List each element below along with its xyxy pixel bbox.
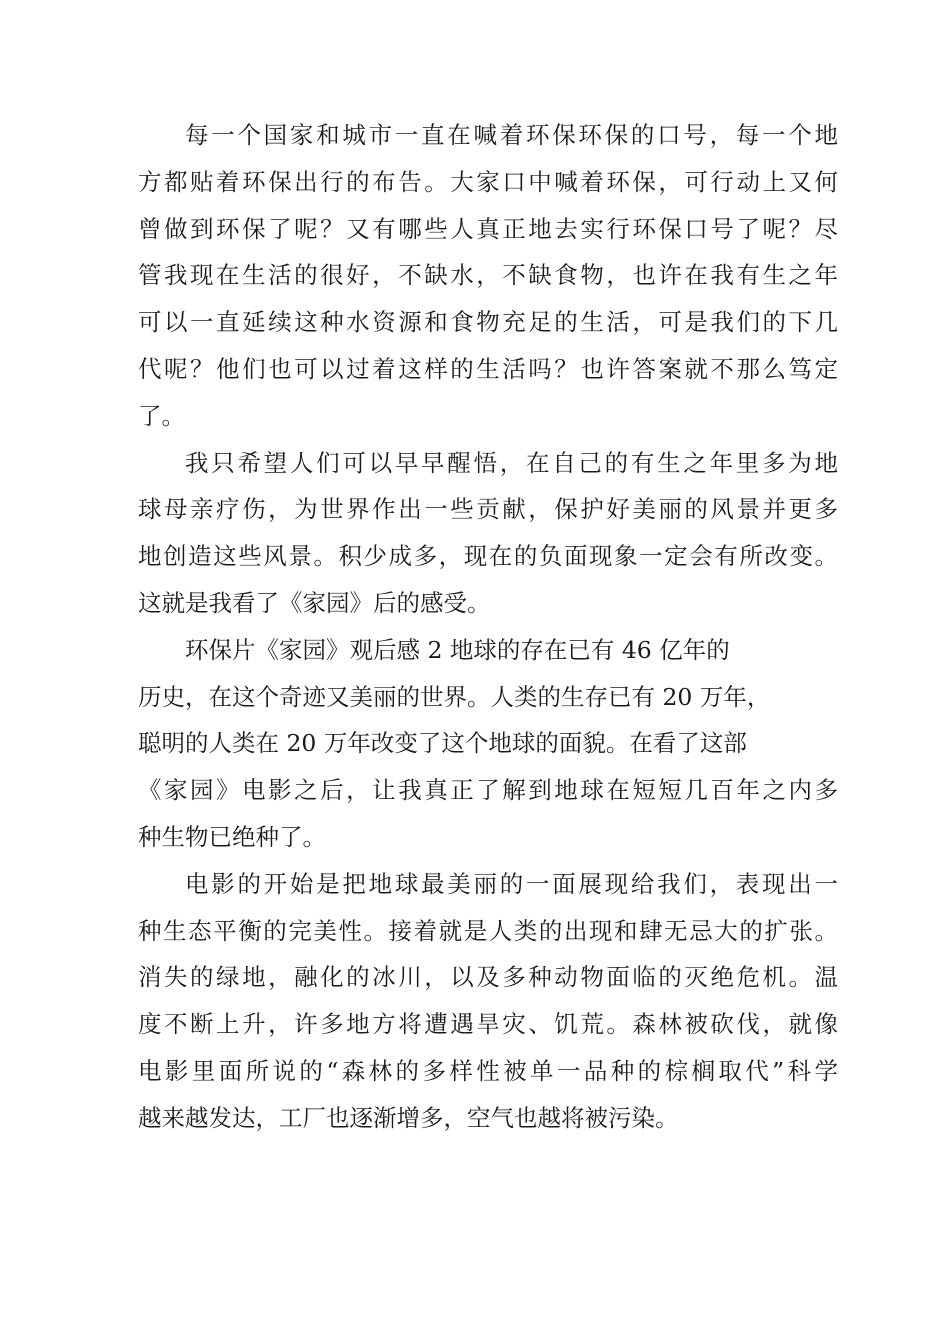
text-line: 地创造这些风景。积少成多，现在的负面现象一定会有所改变。	[138, 542, 838, 571]
text-line: 越来越发达，工厂也逐渐增多，空气也越将被污染。	[138, 1103, 679, 1132]
text-line: 聪明的人类在 20 万年改变了这个地球的面貌。在看了这部	[138, 729, 747, 758]
document-body	[138, 112, 838, 1142]
text-line: 环保片《家园》观后感 2 地球的存在已有 46 亿年的	[185, 635, 730, 664]
text-line: 种生物已绝种了。	[138, 822, 326, 851]
text-line: 了。	[138, 401, 185, 430]
text-line: 代呢？他们也可以过着这样的生活吗？也许答案就不那么笃定	[138, 354, 838, 383]
text-line: 种生态平衡的完美性。接着就是人类的出现和肆无忌大的扩张。	[138, 916, 838, 945]
text-line: 球母亲疗伤，为世界作出一些贡献，保护好美丽的风景并更多	[138, 495, 838, 524]
text-line: 《家园》电影之后，让我真正了解到地球在短短几百年之内多	[138, 776, 838, 805]
text-line: 电影里面所说的“森林的多样性被单一品种的棕榈取代”科学	[138, 1056, 838, 1085]
text-line: 度不断上升，许多地方将遭遇旱灾、饥荒。森林被砍伐，就像	[138, 1010, 838, 1039]
text-line: 曾做到环保了呢？又有哪些人真正地去实行环保口号了呢？尽	[138, 214, 838, 243]
text-line: 历史，在这个奇迹又美丽的世界。人类的生存已有 20 万年，	[138, 682, 771, 711]
paragraph	[138, 627, 838, 861]
text-line: 管我现在生活的很好，不缺水，不缺食物，也许在我有生之年	[138, 261, 838, 290]
text-line: 电影的开始是把地球最美丽的一面展现给我们，表现出一	[185, 869, 838, 898]
paragraph	[138, 861, 838, 1142]
paragraph	[138, 440, 838, 627]
text-line: 消失的绿地，融化的冰川，以及多种动物面临的灭绝危机。温	[138, 963, 838, 992]
text-line: 这就是我看了《家园》后的感受。	[138, 588, 491, 617]
text-line: 每一个国家和城市一直在喊着环保环保的口号，每一个地	[185, 121, 838, 149]
text-line: 我只希望人们可以早早醒悟，在自己的有生之年里多为地	[185, 448, 838, 477]
text-line: 方都贴着环保出行的布告。大家口中喊着环保，可行动上又何	[138, 167, 838, 196]
paragraph	[138, 112, 838, 440]
text-line: 可以一直延续这种水资源和食物充足的生活，可是我们的下几	[138, 308, 838, 337]
